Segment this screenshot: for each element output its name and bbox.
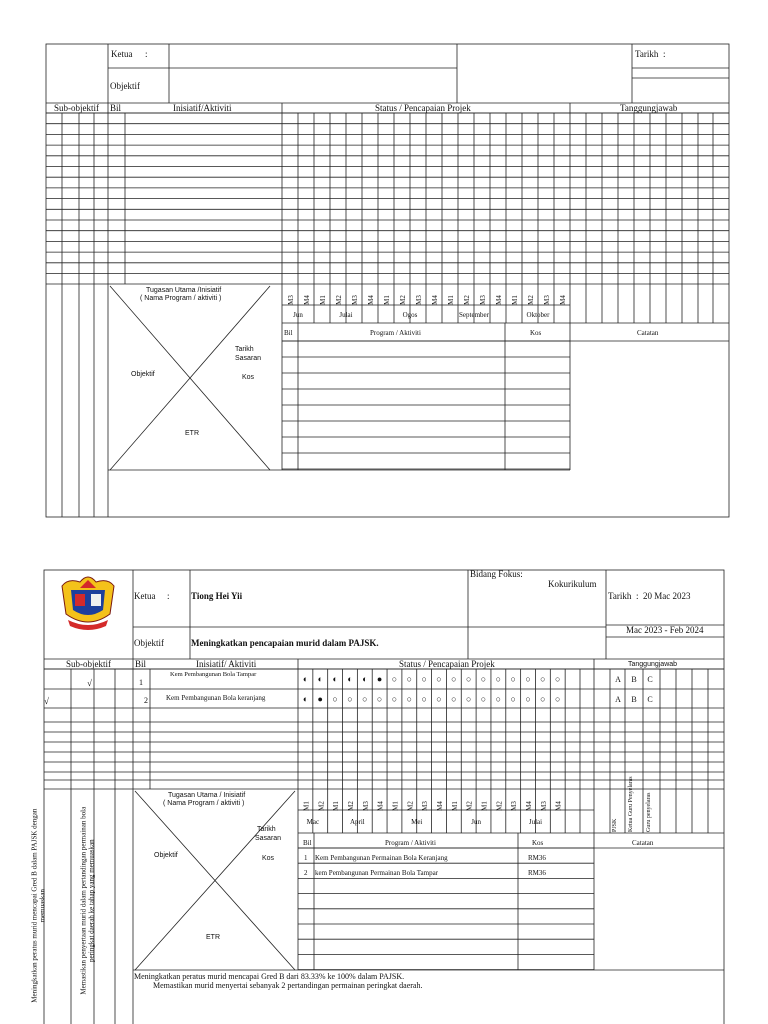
ketua-colon: : (145, 49, 148, 59)
month-label-3: September (459, 311, 489, 319)
resp-cell-r1-1: B (631, 695, 637, 704)
bottom-line-1: Meningkatkan peratus murid mencapai Gred B dari 83.33% ke 100% dalam PAJSK. (134, 972, 405, 981)
week-label-13: M4 (495, 295, 503, 305)
status-cell-r0-2: ◐ (332, 674, 338, 684)
xmatrix-subtitle: ( Nama Program / aktiviti ) (140, 295, 222, 302)
xmatrix-subtitle-2: ( Nama Program / aktiviti ) (163, 800, 245, 807)
prog-col-kos-2: Kos (532, 839, 544, 847)
row2-sub-mark: √ (44, 696, 49, 706)
status-cell-r0-3: ◐ (347, 674, 353, 684)
bottom-line-2: Memastikan murid menyertai sebanyak 2 pertandingan permainan peringkat daerah. (153, 981, 423, 990)
week-label-2-3: M2 (346, 801, 355, 811)
week-label-3: M2 (335, 295, 343, 305)
resp-cell-r1-0: A (615, 695, 621, 704)
week-label-12: M3 (479, 295, 487, 305)
month-label-4: Oktober (526, 311, 550, 319)
xmatrix-objektif: Objektif (131, 371, 155, 378)
xmatrix-objektif-2: Objektif (154, 852, 178, 859)
xmatrix-title: Tugasan Utama /Inisiatif (146, 287, 222, 294)
week-label-2-15: M4 (525, 801, 534, 811)
prog1-bil: 1 (304, 854, 308, 862)
resp-vertical-0: PJSK (612, 818, 618, 832)
col-bil: Bil (110, 103, 122, 113)
status-cell-r0-16: ○ (540, 674, 546, 684)
status-cell-r0-14: ○ (510, 674, 516, 684)
month-label-2-3: Jun (471, 818, 481, 826)
week-label-16: M3 (543, 295, 551, 305)
resp-cell-r0-2: C (647, 675, 653, 684)
status-cell-r0-0: ◐ (302, 674, 309, 684)
week-label-2-7: M2 (406, 801, 415, 811)
week-label-15: M2 (527, 295, 535, 305)
week-label-2-11: M2 (465, 801, 474, 811)
status-cell-r1-16: ○ (540, 694, 546, 704)
col-inisiatif-2: Inisiatif/ Aktiviti (196, 659, 257, 669)
status-cell-r1-9: ○ (436, 694, 442, 704)
resp-cell-r1-2: C (647, 695, 653, 704)
ketua-value: Tiong Hei Yii (191, 591, 243, 601)
status-cell-r0-13: ○ (495, 674, 502, 684)
bidang-fokus-label: Bidang Fokus: (470, 569, 523, 579)
col-inisiatif: Inisiatif/Aktiviti (173, 103, 232, 113)
month-label-2: Ogos (402, 311, 418, 319)
week-label-14: M1 (511, 295, 519, 305)
row2-bil: 2 (144, 696, 148, 705)
week-label-2-12: M1 (480, 801, 489, 811)
month-label-0: Jun (293, 311, 303, 319)
status-cell-r1-11: ○ (465, 694, 472, 704)
xmatrix-tarikh-2: Tarikh (257, 826, 276, 833)
week-label-2-17: M4 (554, 801, 563, 811)
week-label-0: M3 (287, 295, 295, 305)
resp-vertical-2: Guru penyelaras (646, 792, 652, 832)
week-label-2-2: M1 (332, 801, 341, 811)
prog-col-program-2: Program / Aktiviti (385, 839, 436, 847)
status-cell-r1-1: ● (317, 694, 323, 704)
status-cell-r1-8: ○ (421, 694, 427, 704)
col-status-2: Status / Pencapaian Projek (399, 659, 495, 669)
status-cell-r0-6: ○ (391, 674, 398, 684)
week-label-2-14: M3 (510, 801, 519, 811)
col-subobjektif: Sub-objektif (54, 103, 99, 113)
month-label-1: Julai (339, 311, 353, 319)
week-label-6: M1 (383, 295, 391, 305)
period-value: Mac 2023 - Feb 2024 (626, 625, 704, 635)
status-cell-r0-7: ○ (406, 674, 413, 684)
status-cell-r1-7: ○ (406, 694, 413, 704)
col-status: Status / Pencapaian Projek (375, 103, 471, 113)
ketua-label-2: Ketua (134, 591, 156, 601)
prog2-name: kem Pembangunan Permainan Bola Tampar (315, 869, 439, 877)
tarikh-value: 20 Mac 2023 (643, 591, 691, 601)
status-cell-r0-15: ○ (525, 674, 531, 684)
week-label-5: M4 (367, 295, 375, 305)
month-label-2-2: Mei (411, 818, 423, 826)
status-cell-r1-17: ○ (555, 694, 561, 704)
week-label-2-10: M1 (450, 801, 459, 811)
xmatrix-kos: Kos (242, 374, 255, 381)
week-label-9: M4 (431, 295, 439, 305)
week-label-2-8: M3 (421, 801, 430, 811)
col-bil-2: Bil (135, 659, 147, 669)
prog-col-catatan: Catatan (637, 329, 659, 337)
status-cell-r0-8: ○ (421, 674, 427, 684)
resp-cell-r0-1: B (631, 675, 637, 684)
prog1-name: Kem Pembangunan Permainan Bola Keranjang (315, 854, 448, 862)
status-cell-r0-17: ○ (555, 674, 561, 684)
week-label-4: M3 (351, 295, 359, 305)
ketua-colon-2: : (167, 591, 170, 601)
prog1-kos: RM36 (528, 854, 546, 862)
status-cell-r1-0: ◐ (302, 694, 309, 704)
bidang-fokus-value: Kokurikulum (548, 579, 597, 589)
week-label-2-6: M1 (391, 801, 400, 811)
prog-col-kos: Kos (530, 329, 542, 337)
month-label-2-4: Julai (528, 818, 543, 826)
week-label-2-16: M3 (539, 801, 548, 811)
xmatrix-sasaran-2: Sasaran (255, 835, 282, 842)
status-cell-r0-10: ○ (451, 674, 457, 684)
prog-col-program: Program / Aktiviti (370, 329, 421, 337)
objektif-label: Objektif (110, 81, 140, 91)
week-label-1: M4 (303, 295, 311, 305)
week-label-2-13: M2 (495, 801, 504, 811)
week-label-11: M2 (463, 295, 471, 305)
tarikh-label-2: Tarikh (608, 591, 632, 601)
week-label-7: M2 (399, 295, 407, 305)
week-label-2-0: M1 (302, 801, 311, 811)
status-cell-r1-2: ○ (332, 694, 338, 704)
status-cell-r1-12: ○ (480, 694, 487, 704)
week-label-2-4: M3 (361, 801, 370, 811)
week-label-10: M1 (447, 295, 455, 305)
prog-col-catatan-2: Catatan (632, 839, 654, 847)
col-tanggungjawab-2: Tanggungjawab (628, 661, 678, 668)
week-label-2: M1 (319, 295, 327, 305)
col-subobjektif-2: Sub-objektif (66, 659, 111, 669)
tarikh-colon-2: : (636, 591, 639, 601)
week-label-2-5: M4 (376, 801, 385, 811)
row2-activity: Kem Pembangunan Bola keranjang (166, 694, 266, 702)
xmatrix-sasaran: Sasaran (235, 355, 262, 362)
status-cell-r1-4: ○ (362, 694, 368, 704)
row1-sub-mark: √ (87, 678, 92, 688)
month-label-2-0: Mac (306, 818, 320, 826)
objektif-label-2: Objektif (134, 638, 164, 648)
status-cell-r1-15: ○ (525, 694, 531, 704)
status-cell-r1-14: ○ (510, 694, 516, 704)
xmatrix-tarikh: Tarikh (235, 346, 254, 353)
xmatrix-etr: ETR (185, 430, 199, 437)
tarikh-label: Tarikh (635, 49, 659, 59)
week-label-17: M4 (559, 295, 567, 305)
prog-col-bil-2: Bil (303, 839, 312, 847)
status-cell-r1-3: ○ (347, 694, 353, 704)
objektif-value: Meningkatkan pencapaian murid dalam PAJSK. (191, 638, 379, 648)
row1-bil: 1 (139, 678, 143, 687)
resp-cell-r0-0: A (615, 675, 621, 684)
status-cell-r0-5: ● (376, 674, 383, 684)
status-cell-r0-9: ○ (436, 674, 442, 684)
prog2-bil: 2 (304, 869, 308, 877)
status-cell-r1-13: ○ (495, 694, 502, 704)
status-cell-r0-4: ◐ (362, 674, 368, 684)
week-label-2-9: M4 (436, 801, 444, 811)
status-cell-r0-12: ○ (480, 674, 487, 684)
school-crest-logo (62, 577, 114, 630)
status-cell-r0-1: ◐ (317, 674, 323, 684)
xmatrix-etr-2: ETR (206, 934, 220, 941)
week-label-2-1: M2 (317, 801, 326, 811)
resp-vertical-1: Ketua Guru Penyelaras (628, 776, 634, 832)
xmatrix-title-2: Tugasan Utama / Inisiatif (168, 792, 246, 799)
xmatrix-kos-2: Kos (262, 855, 275, 862)
sub-objektif-vertical-1: Meningkatkan peratus murid mencapai Gred B dalam PAJSK dengan memuaskan (30, 808, 46, 1003)
status-cell-r0-11: ○ (465, 674, 472, 684)
prog2-kos: RM36 (528, 869, 546, 877)
status-cell-r1-5: ○ (376, 694, 383, 704)
status-cell-r1-6: ○ (391, 694, 398, 704)
status-cell-r1-10: ○ (451, 694, 457, 704)
prog-col-bil: Bil (284, 329, 293, 337)
col-tanggungjawab: Tanggungjawab (620, 103, 678, 113)
tarikh-colon: : (663, 49, 666, 59)
ketua-label: Ketua (111, 49, 133, 59)
month-label-2-1: April (349, 818, 365, 826)
sub-objektif-vertical-2: Memastikan penyertaan murid dalam pertandingan permainan bola peringkat daerah ke tahap yang memuaskan (79, 806, 95, 995)
week-label-8: M3 (415, 295, 423, 305)
row1-activity: Kem Pembangunan Bola Tampar (170, 671, 257, 678)
